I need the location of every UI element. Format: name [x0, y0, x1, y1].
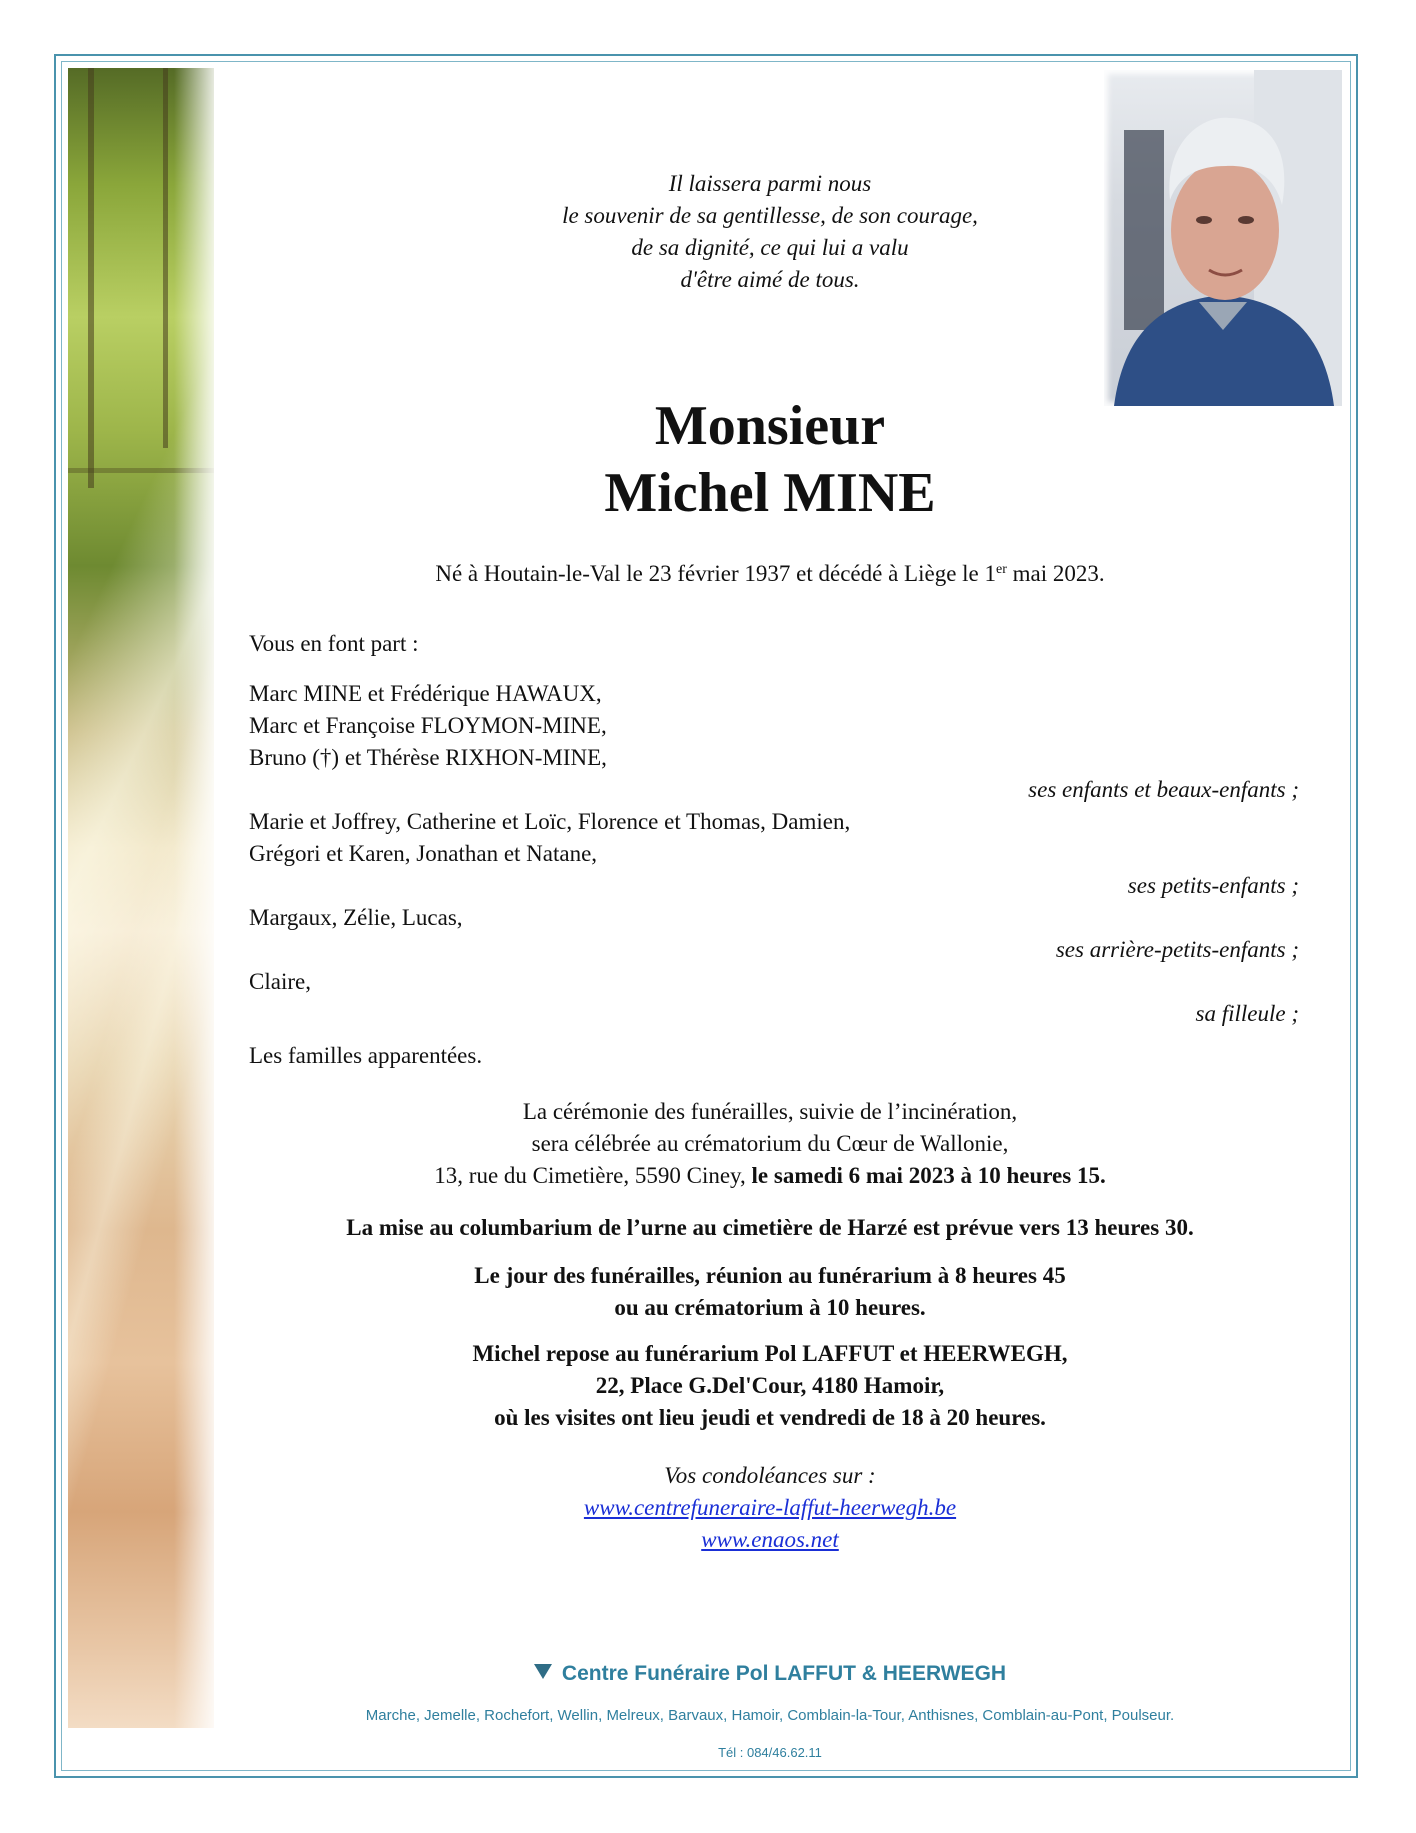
- reunion-line: Le jour des funérailles, réunion au funérarium à 8 heures 45: [474, 1263, 1066, 1288]
- triangle-icon: [534, 1664, 552, 1679]
- verse-line: Il laissera parmi nous: [668, 171, 872, 196]
- children-name-line: Bruno (†) et Thérèse RIXHON-MINE,: [249, 745, 607, 770]
- grandchildren-name-line: Grégori et Karen, Jonathan et Natane,: [249, 841, 598, 866]
- children-relation: ses enfants et beaux-enfants ;: [1028, 777, 1299, 802]
- children-names: [249, 678, 607, 774]
- verse-line: d'être aimé de tous.: [680, 267, 860, 292]
- great-grandchildren-names: Margaux, Zélie, Lucas,: [249, 905, 463, 930]
- condolences-link-enaos[interactable]: www.enaos.net: [701, 1527, 839, 1552]
- image-fade: [174, 68, 214, 1728]
- tree-trunk: [163, 68, 168, 448]
- goddaughter-name: Claire,: [249, 969, 311, 994]
- birth-death-line: [230, 558, 1310, 590]
- birth-superscript: er: [996, 562, 1007, 577]
- funeral-home-name: [230, 1662, 1310, 1686]
- repose-line: où les visites ont lieu jeudi et vendredi de 18 à 20 heures.: [494, 1405, 1046, 1430]
- repose-line: Michel repose au funérarium Pol LAFFUT et HEERWEGH,: [472, 1341, 1068, 1366]
- great-grandchildren-relation: ses arrière-petits-enfants ;: [1055, 937, 1299, 962]
- condolences-link-laffut[interactable]: www.centrefuneraire-laffut-heerwegh.be: [583, 1495, 957, 1520]
- announce-label: Vous en font part :: [249, 631, 419, 656]
- repose-line: 22, Place G.Del'Cour, 4180 Hamoir,: [595, 1373, 945, 1398]
- columbarium-notice: La mise au columbarium de l’urne au cimetière de Harzé est prévue vers 13 heures 30.: [346, 1215, 1194, 1240]
- funeral-home-towns: Marche, Jemelle, Rochefort, Wellin, Melreux, Barvaux, Hamoir, Comblain-la-Tour, Anthisnes, Comblain-au-Pont, Poulseur.: [365, 1707, 1175, 1724]
- memorial-verse: [330, 168, 1210, 296]
- families-line: Les familles apparentées.: [249, 1043, 483, 1068]
- grandchildren-relation: ses petits-enfants ;: [1127, 873, 1299, 898]
- title-name: Michel MINE: [604, 462, 936, 524]
- reunion-notice: [230, 1260, 1310, 1324]
- verse-line: le souvenir de sa gentillesse, de son courage,: [562, 203, 978, 228]
- title-honorific: Monsieur: [654, 395, 886, 457]
- deceased-name-title: [330, 393, 1210, 527]
- children-name-line: Marc MINE et Frédérique HAWAUX,: [249, 681, 602, 706]
- verse-line: de sa dignité, ce qui lui a valu: [631, 235, 909, 260]
- goddaughter-relation: sa filleule ;: [1195, 1001, 1299, 1026]
- reunion-line: ou au crématorium à 10 heures.: [614, 1295, 926, 1320]
- condolences-block: [230, 1460, 1310, 1556]
- ceremony-line: sera célébrée au crématorium du Cœur de Wallonie,: [531, 1131, 1009, 1156]
- ceremony-details: [230, 1096, 1310, 1192]
- birth-text: Né à Houtain-le-Val le 23 février 1937 et décédé à Liège le 1: [435, 561, 997, 586]
- grandchildren-names: [249, 806, 850, 870]
- ceremony-date: le samedi 6 mai 2023 à 10 heures 15.: [751, 1163, 1106, 1188]
- forest-path-image: [68, 68, 214, 1728]
- funeral-home-phone: Tél : 084/46.62.11: [718, 1745, 822, 1760]
- grandchildren-name-line: Marie et Joffrey, Catherine et Loïc, Florence et Thomas, Damien,: [249, 809, 851, 834]
- birth-text-end: mai 2023.: [1006, 561, 1105, 586]
- condolences-label: Vos condoléances sur :: [664, 1463, 876, 1488]
- tree-trunk: [88, 68, 94, 488]
- ceremony-line: [230, 1160, 1310, 1192]
- repose-notice: [230, 1338, 1310, 1434]
- children-name-line: Marc et Françoise FLOYMON-MINE,: [249, 713, 607, 738]
- ceremony-address: 13, rue du Cimetière, 5590 Ciney,: [434, 1163, 752, 1188]
- ceremony-line: La cérémonie des funérailles, suivie de l’incinération,: [522, 1099, 1018, 1124]
- funeral-home-name-text: Centre Funéraire Pol LAFFUT & HEERWEGH: [561, 1662, 1007, 1685]
